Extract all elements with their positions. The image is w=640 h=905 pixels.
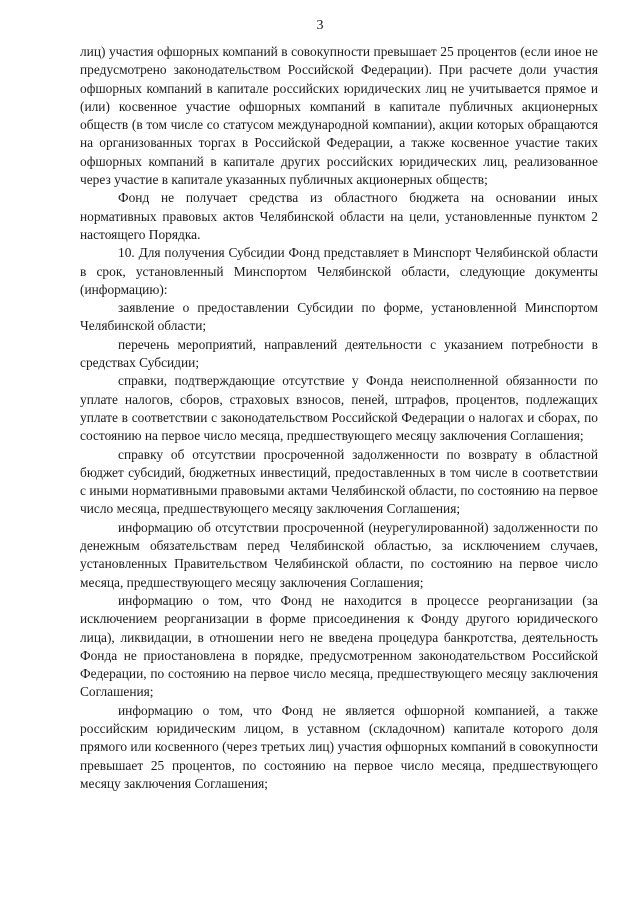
document-body [80,43,598,793]
paragraph-7: справку об отсутствии просроченной задолженности по возврату в областной бюджет субсидий, бюджетных инвестиций, предоставленных в том числе в соответствии с иными нормативными правовыми актами Челябинской области, по состоянию на первое число месяца, предшествующего месяцу заключения Соглашения; [80,446,598,517]
paragraph-8: информацию об отсутствии просроченной (неурегулированной) задолженности по денежным обязательствам перед Челябинской областью, за исключением случаев, установленных Правительством Челябинской области, по состоянию на первое число месяца, предшествующего месяцу заключения Соглашения; [80,519,598,590]
paragraph-4: заявление о предоставлении Субсидии по форме, установленной Минспортом Челябинской области; [80,300,598,334]
paragraph-1: лиц) участия офшорных компаний в совокупности превышает 25 процентов (если иное не предусмотрено законодательством Российской Федерации). При расчете доли участия офшорных компаний в капитале российских юридических лиц не учитывается прямое и (или) косвенное участие офшорных компаний в капитале публичных акционерных обществ (в том числе со статусом международной компании), акции которых обращаются на организованных торгах в Российской Федерации, а также косвенное участие таких офшорных компаний в капитале других российских юридических лиц, реализованное через участие в капитале указанных публичных акционерных обществ; [80,44,598,188]
paragraph-3: 10. Для получения Субсидии Фонд представляет в Минспорт Челябинской области в срок, установленный Минспортом Челябинской области, следующие документы (информацию): [80,245,598,297]
paragraph-10: информацию о том, что Фонд не является офшорной компанией, а также российским юридическим лицом, в уставном (складочном) капитале которого доля прямого или косвенного (через третьих лиц) участия офшорных компаний в совокупности превышает 25 процентов, по состоянию на первое число месяца, предшествующего месяцу заключения Соглашения; [80,702,598,791]
paragraph-9: информацию о том, что Фонд не находится в процессе реорганизации (за исключением реорганизации в форме присоединения к Фонду другого юридического лица), ликвидации, в отношении него не введена процедура банкротства, деятельность Фонда не приостановлена в порядке, предусмотренном законодательством Российской Федерации, по состоянию на первое число месяца, предшествующего месяцу заключения Соглашения; [80,592,598,700]
page-number: 3 [316,18,324,33]
paragraph-5: перечень мероприятий, направлений деятельности с указанием потребности в средствах Субсидии; [80,336,598,371]
paragraph-6: справки, подтверждающие отсутствие у Фонда неисполненной обязанности по уплате налогов, сборов, страховых взносов, пеней, штрафов, процентов, подлежащих уплате в соответствии с законодательством Российской Федерации о налогах и сборах, по состоянию на первое число месяца, предшествующего месяцу заключения Соглашения; [80,373,598,444]
paragraph-2: Фонд не получает средства из областного бюджета на основании иных нормативных правовых актов Челябинской области на цели, установленные пунктом 2 настоящего Порядка. [80,190,598,242]
